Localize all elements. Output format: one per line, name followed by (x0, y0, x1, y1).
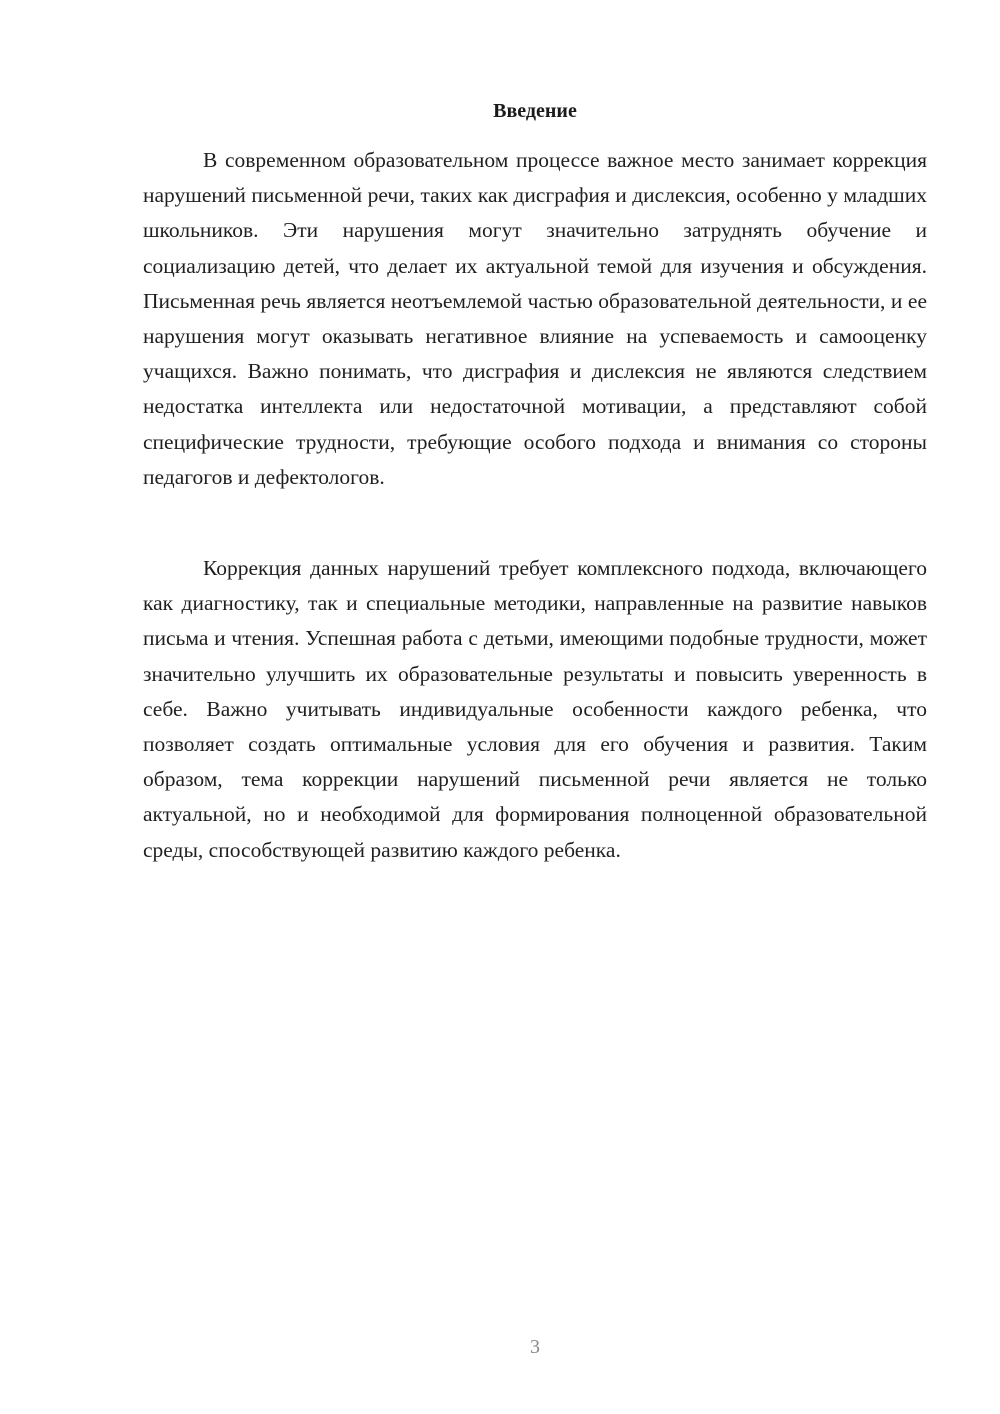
paragraph-2: Коррекция данных нарушений требует комплексного подхода, включающего как диагностику, так и специальные методики, направленные на развитие навыков письма и чтения. Успешная работа с детьми, имеющими подобные трудности, может значительно улучшить их образовательные результаты и повысить уверенность в себе. Важно учитывать индивидуальные особенности каждого ребенка, что позволяет создать оптимальные условия для его обучения и развития. Таким образом, тема коррекции нарушений письменной речи является не только актуальной, но и необходимой для формирования полноценной образовательной среды, способствующей развитию каждого ребенка. (143, 556, 927, 862)
page-number: 3 (530, 1336, 540, 1358)
page-title: Введение (493, 100, 577, 122)
paragraph-1: В современном образовательном процессе важное место занимает коррекция нарушений письменной речи, таких как дисграфия и дислексия, особенно у младших школьников. Эти нарушения могут значительно затруднять обучение и социализацию детей, что делает их актуальной темой для изучения и обсуждения. Письменная речь является неотъемлемой частью образовательной деятельности, и ее нарушения могут оказывать негативное влияние на успеваемость и самооценку учащихся. Важно понимать, что дисграфия и дислексия не являются следствием недостатка интеллекта или недостаточной мотивации, а представляют собой специфические трудности, требующие особого подхода и внимания со стороны педагогов и дефектологов. (143, 148, 927, 489)
